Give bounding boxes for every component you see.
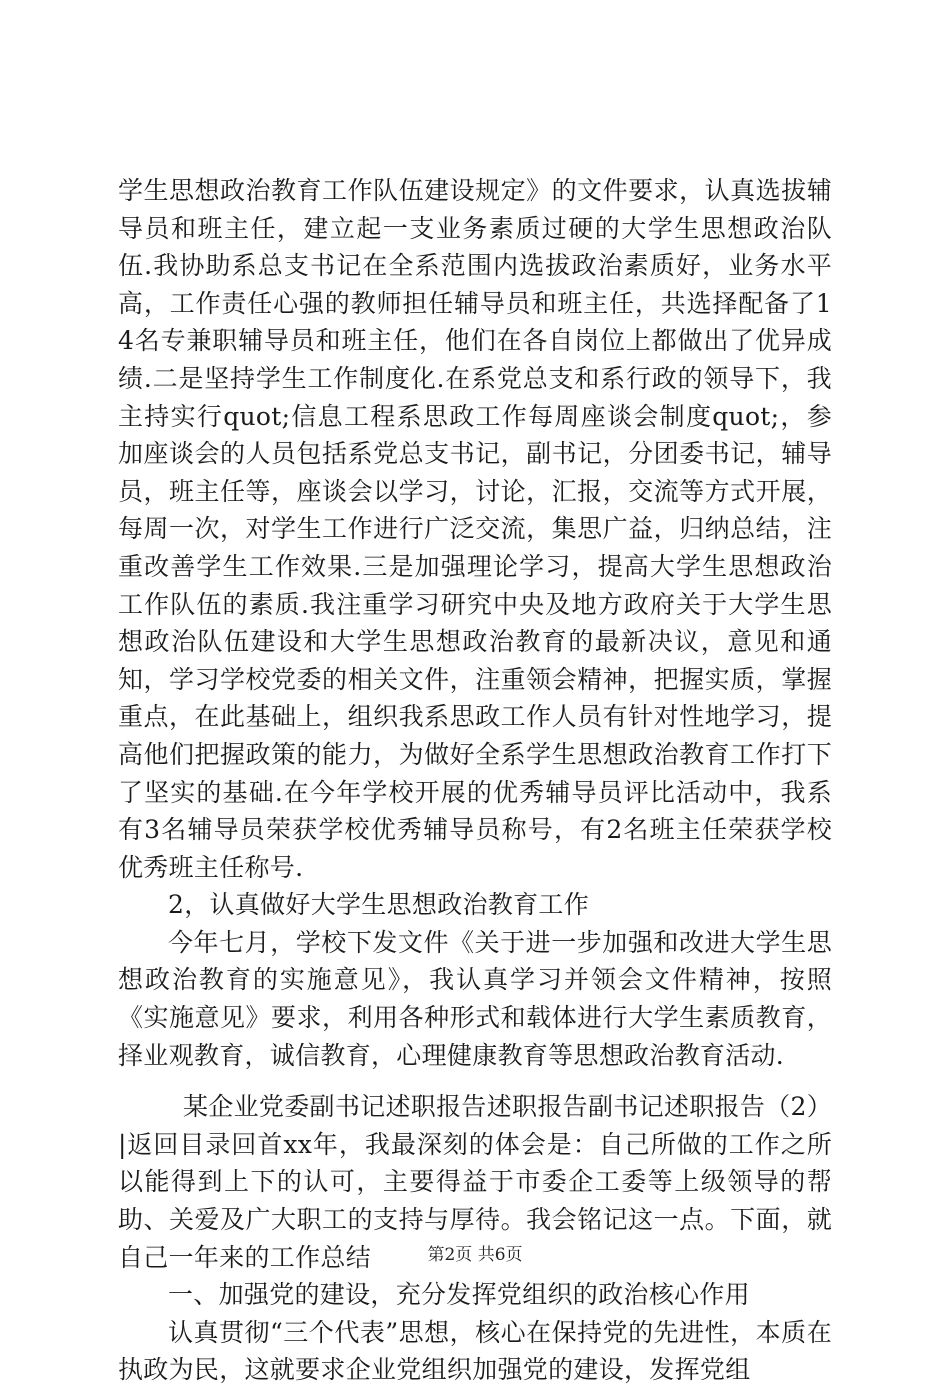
page-footer xyxy=(0,1240,950,1265)
document-body xyxy=(118,172,832,1389)
paragraph-spacer xyxy=(118,1074,832,1088)
heading-education-work: 2，认真做好大学生思想政治教育工作 xyxy=(168,890,590,920)
page-number-label: 第2页 共6页 xyxy=(427,1245,523,1265)
heading-party-building: 一、加强党的建设，充分发挥党组织的政治核心作用 xyxy=(168,1280,750,1310)
paragraph-counselor-selection: 学生思想政治教育工作队伍建设规定》的文件要求，认真选拔辅导员和班主任，建立起一支业务素质过硬的大学生思想政治队伍.我协助系总支书记在全系范围内选拔政治素质好，业务水平高，工作责任心强的教师担任辅导员和班主任，共选择配备了14名专兼职辅导员和班主任，他们在各自岗位上都做出了优异成绩.二是坚持学生工作制度化.在系党总支和系行政的领导下，我主持实行quot;信息工程系思政工作每周座谈会制度quot;，参加座谈会的人员包括系党总支书记，副书记，分团委书记，辅导员，班主任等，座谈会以学习，讨论，汇报，交流等方式开展，每周一次，对学生工作进行广泛交流，集思广益，归纳总结，注重改善学生工作效果.三是加强理论学习，提高大学生思想政治工作队伍的素质.我注重学习研究中央及地方政府关于大学生思想政治队伍建设和大学生思想政治教育的最新决议，意见和通知，学习学校党委的相关文件，注重领会精神，把握实质，掌握重点，在此基础上，组织我系思政工作人员有针对性地学习，提高他们把握政策的能力，为做好全系学生思想政治教育工作打下了坚实的基础.在今年学校开展的优秀辅导员评比活动中，我系有3名辅导员荣获学校优秀辅导员称号，有2名班主任荣获学校优秀班主任称号. xyxy=(118,176,832,882)
paragraph-three-represents: 认真贯彻“三个代表”思想，核心在保持党的先进性，本质在执政为民，这就要求企业党组织加强党的建设，发挥党组 xyxy=(118,1317,832,1385)
paragraph-july-document: 今年七月，学校下发文件《关于进一步加强和改进大学生思想政治教育的实施意见》，我认真学习并领会文件精神，按照《实施意见》要求，利用各种形式和载体进行大学生素质教育，择业观教育，诚信教育，心理健康教育等思想政治教育活动. xyxy=(118,927,832,1070)
paragraph-report-intro: 某企业党委副书记述职报告述职报告副书记述职报告（2）|返回目录回首xx年，我最深刻的体会是：自己所做的工作之所以能得到上下的认可，主要得益于市委企工委等上级领导的帮助、关爱及广大职工的支持与厚待。我会铭记这一点。下面，就自己一年来的工作总结 xyxy=(118,1092,832,1272)
